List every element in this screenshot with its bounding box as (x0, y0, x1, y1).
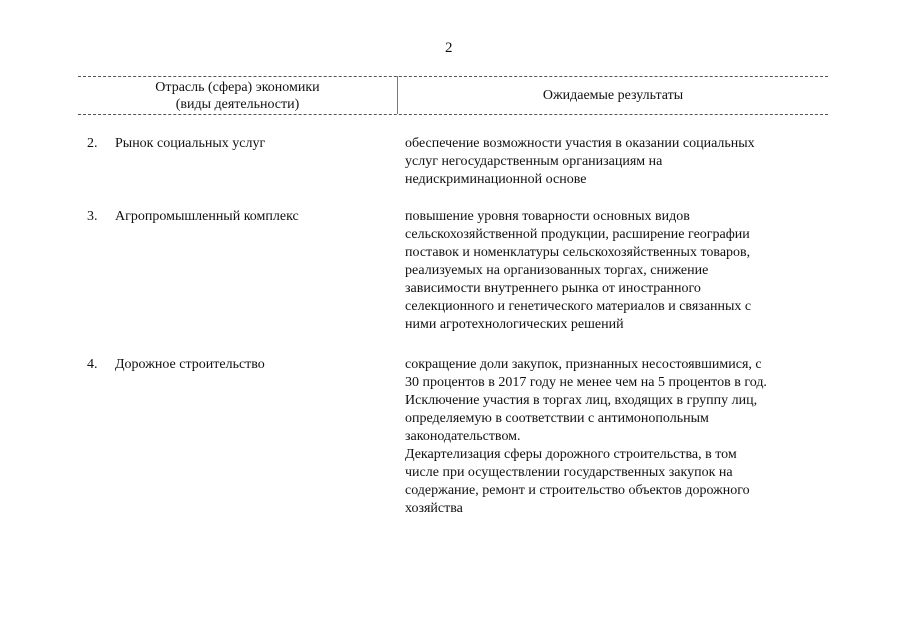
row-sector: Агропромышленный комплекс (115, 209, 299, 224)
result-line: содержание, ремонт и строительство объектов дорожного (405, 483, 750, 498)
row-number: 3. (87, 209, 98, 224)
result-line: Исключение участия в торгах лиц, входящих в группу лиц, (405, 393, 758, 408)
result-line: определяемую в соответствии с антимонопольным (405, 411, 709, 426)
result-line: селекционного и генетического материалов и связанных с (405, 299, 752, 314)
result-line: повышение уровня товарности основных видов (405, 209, 690, 224)
row-sector: Дорожное строительство (115, 357, 265, 372)
result-line: числе при осуществлении государственных закупок на (405, 465, 733, 480)
header-sector-line1: Отрасль (сфера) экономики (155, 80, 320, 95)
result-line: хозяйства (405, 501, 463, 516)
table-header-bottom-rule (78, 114, 828, 115)
header-sector-column (78, 79, 397, 113)
row-sector: Рынок социальных услуг (115, 136, 266, 151)
result-line: 30 процентов в 2017 году не менее чем на 5 процентов в год. (405, 375, 767, 390)
row-number: 4. (87, 357, 98, 372)
table-header-top-rule (78, 76, 828, 77)
result-line: сельскохозяйственной продукции, расширение географии (405, 227, 750, 242)
result-line: поставок и номенклатуры сельскохозяйственных товаров, (405, 245, 751, 260)
result-line: ними агротехнологических решений (405, 317, 624, 332)
page-number: 2 (445, 40, 453, 56)
result-line: зависимости внутреннего рынка от иностранного (405, 281, 701, 296)
result-line: сокращение доли закупок, признанных несостоявшимися, с (405, 357, 762, 372)
result-line: реализуемых на организованных торгах, снижение (405, 263, 709, 278)
result-line: обеспечение возможности участия в оказании социальных (405, 136, 755, 151)
row-result (405, 135, 830, 189)
result-line: недискриминационной основе (405, 172, 587, 187)
row-number: 2. (87, 136, 98, 151)
result-line: законодательством. (405, 429, 521, 444)
header-sector-line2: (виды деятельности) (175, 97, 300, 112)
result-line: Декартелизация сферы дорожного строительства, в том (405, 447, 737, 462)
row-result (405, 208, 830, 334)
row-result (405, 356, 830, 518)
header-results-column: Ожидаемые результаты (542, 88, 684, 103)
result-line: услуг негосударственным организациям на (405, 154, 663, 169)
